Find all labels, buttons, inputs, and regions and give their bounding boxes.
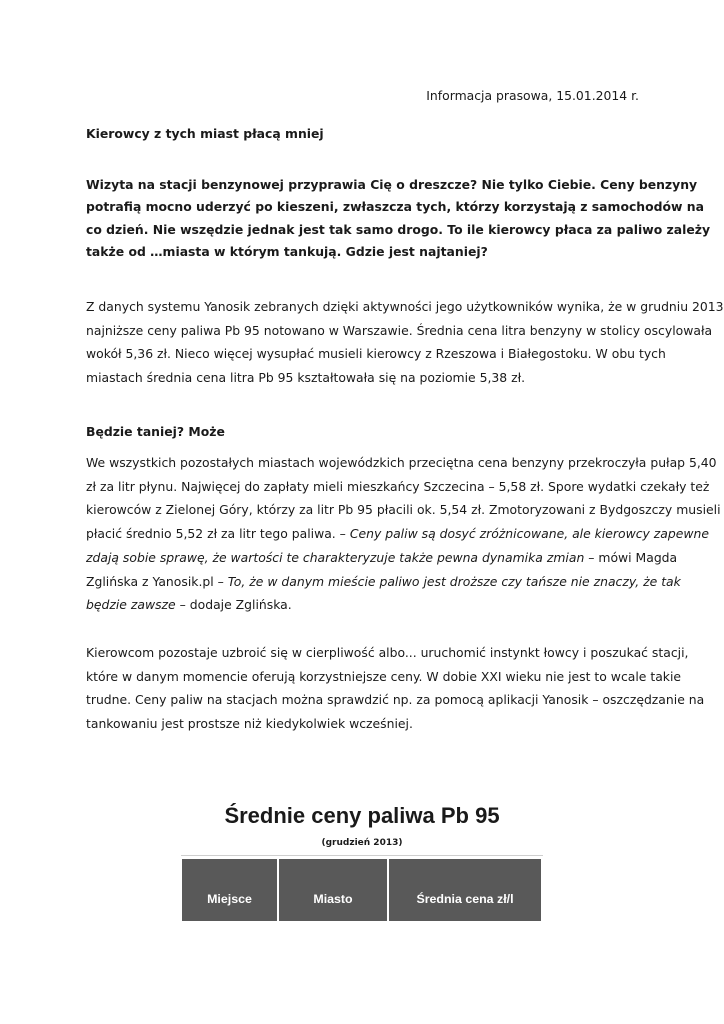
lead-line: potrafią mocno uderzyć po kieszeni, zwłaszcza tych, którzy korzystają z samochodów na	[86, 199, 704, 215]
paragraph-line: wokół 5,36 zł. Nieco więcej wysupłać musieli kierowcy z Rzeszowa i Białegostoku. W obu tych	[86, 346, 666, 362]
paragraph-warsaw	[86, 295, 724, 390]
article-lead	[86, 174, 711, 264]
text-plain: – mówi Magda	[584, 549, 678, 565]
paragraph-cities	[86, 451, 721, 617]
paragraph-line: Z danych systemu Yanosik zebranych dzięki aktywności jego użytkowników wynika, że w grudniu 2013	[86, 299, 724, 314]
table-title: Średnie ceny paliwa Pb 95	[224, 803, 500, 828]
table-subtitle: (grudzień 2013)	[321, 838, 403, 848]
quote-italic: Ceny paliw są dosyć zróżnicowane, ale kierowcy zapewne	[349, 526, 709, 542]
paragraph-line: miastach średnia cena litra Pb 95 kształtowała się na poziomie 5,38 zł.	[86, 370, 526, 386]
paragraph-line: zł za litr płynu. Najwięcej do zapłaty mieli mieszkańcy Szczecina – 5,58 zł. Spore wydatki czekały też	[86, 478, 710, 494]
column-header-avg-price: Średnia cena zł/l	[389, 859, 541, 921]
column-header-rank: Miejsce	[182, 859, 279, 921]
lead-line: także od …miasta w którym tankują. Gdzie jest najtaniej?	[86, 244, 488, 260]
quote-italic: będzie zawsze	[86, 597, 176, 613]
paragraph-line: które w danym momencie oferują korzystniejsze ceny. W dobie XXI wieku nie jest to wcale takie	[86, 668, 682, 684]
price-table-header	[182, 859, 541, 921]
paragraph-advice	[86, 641, 705, 736]
quote-italic: zdają sobie sprawę, że wartości te charakteryzuje także pewna dynamika zmian	[86, 549, 585, 565]
paragraph-line: Kierowcom pozostaje uzbroić się w cierpliwość albo... uruchomić instynkt łowcy i poszukać stacji,	[86, 645, 689, 660]
text-plain: płacić średnio 5,52 zł za litr tego paliwa. –	[86, 526, 350, 542]
paragraph-line: najniższe ceny paliwa Pb 95 notowano w Warszawie. Średnia cena litra benzyny w stolicy oscylowała	[86, 322, 713, 338]
column-header-city: Miasto	[279, 859, 389, 921]
paragraph-line: tankowaniu jest prostsze niż kiedykolwiek wcześniej.	[86, 716, 413, 732]
text-plain: Zglińska z Yanosik.pl –	[86, 573, 228, 589]
lead-line: Wizyta na stacji benzynowej przyprawia Cię o dreszcze? Nie tylko Ciebie. Ceny benzyny	[86, 177, 698, 192]
paragraph-line	[86, 546, 678, 570]
paragraph-line: trudne. Ceny paliw na stacjach można sprawdzić np. za pomocą aplikacji Yanosik – oszczędzanie na	[86, 692, 705, 708]
paragraph-line: We wszystkich pozostałych miastach wojewódzkich przeciętna cena benzyny przekroczyła pułap 5,40	[86, 455, 717, 470]
paragraph-line	[86, 593, 639, 617]
lead-line: co dzień. Nie wszędzie jednak jest tak samo drogo. To ile kierowcy płaca za paliwo zależy	[86, 221, 711, 237]
paragraph-line	[86, 570, 681, 594]
paragraph-line: kierowców z Zielonej Góry, którzy za litr Pb 95 płacili ok. 5,54 zł. Zmotoryzowani z Bydgoszczy musieli	[86, 502, 721, 518]
text-plain: – dodaje Zglińska.	[175, 597, 292, 613]
paragraph-line	[86, 522, 709, 546]
press-release-date: Informacja prasowa, 15.01.2014 r.	[426, 88, 639, 103]
quote-italic: To, że w danym mieście paliwo jest droższe czy tańsze nie znaczy, że tak	[227, 573, 681, 589]
section-subheading: Będzie taniej? Może	[86, 424, 225, 439]
table-top-rule	[181, 855, 543, 856]
article-title: Kierowcy z tych miast płacą mniej	[86, 126, 324, 141]
